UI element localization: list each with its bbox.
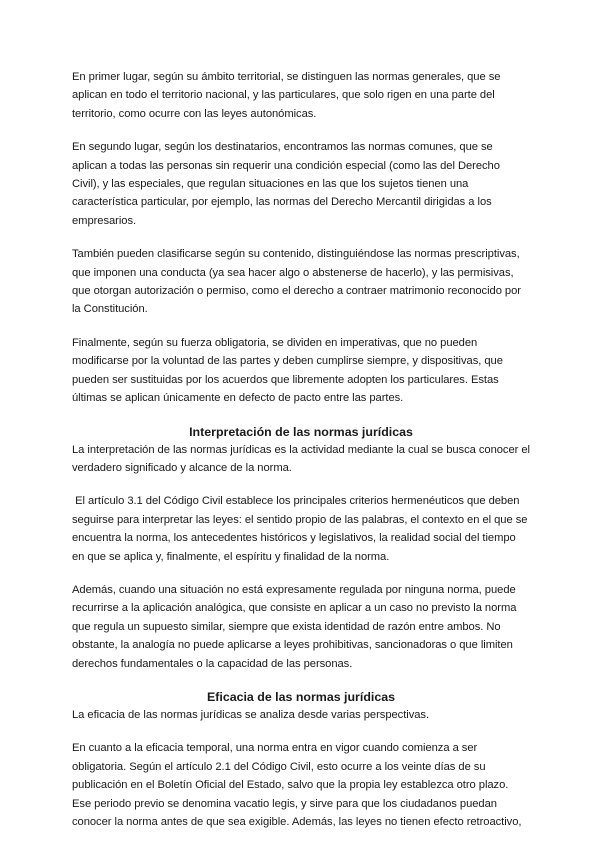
section-heading-interpretation: Interpretación de las normas jurídicas xyxy=(189,424,413,439)
paragraph-territorial-scope: En primer lugar, según su ámbito territorial, se distinguen las normas generales, que se aplican en todo el territorio nacional, y las particulares, que solo rigen en una parte del territorio, como ocurre con las leyes autonómicas. xyxy=(72,71,501,120)
paragraph-efficacy-intro: La eficacia de las normas jurídicas se analiza desde varias perspectivas. xyxy=(72,708,430,721)
document-page xyxy=(72,68,530,846)
paragraph-temporal-efficacy: En cuanto a la eficacia temporal, una norma entra en vigor cuando comienza a ser obligatoria. Según el artículo 2.1 del Código Civil, esto ocurre a los veinte días de su publicación en el Boletín Oficial del Estado, salvo que la propia ley establezca otro plazo. Ese periodo previo se denomina vacatio legis, y sirve para que los ciudadanos puedan conocer la norma antes de que sea exigible. Además, las leyes no tienen efecto retroactivo, xyxy=(72,742,522,828)
section-heading-efficacy: Eficacia de las normas jurídicas xyxy=(206,689,395,704)
paragraph-interpretation-criteria: El artículo 3.1 del Código Civil establece los principales criterios hermenéuticos que deben seguirse para interpretar las leyes: el sentido propio de las palabras, el contexto en el que se encuentra la norma, los antecedentes históricos y legislativos, la realidad social del tiempo en que se aplica y, finalmente, el espíritu y finalidad de la norma. xyxy=(72,495,528,563)
paragraph-analogy: Además, cuando una situación no está expresamente regulada por ninguna norma, puede recurrirse a la aplicación analógica, que consiste en aplicar a un caso no previsto la norma que regula un supuesto similar, siempre que exista identidad de razón entre ambos. No obstante, la analogía no puede aplicarse a leyes prohibitivas, sancionadoras o que limiten derechos fundamentales o la capacidad de las personas. xyxy=(72,583,517,670)
paragraph-recipients: En segundo lugar, según los destinatarios, encontramos las normas comunes, que se aplican a todas las personas sin requerir una condición especial (como las del Derecho Civil), y las especiales, que regulan situaciones en las que los sujetos tienen una característica particular, por ejemplo, las normas del Derecho Mercantil dirigidas a los empresarios. xyxy=(72,141,500,227)
paragraph-content: También pueden clasificarse según su contenido, distinguiéndose las normas prescriptivas, que imponen una conducta (ya sea hacer algo o abstenerse de hacerlo), y las permisivas, que otorgan autorización o permiso, como el derecho a contraer matrimonio reconocido por la Constitución. xyxy=(72,248,521,316)
paragraph-interpretation-definition: La interpretación de las normas jurídicas es la actividad mediante la cual se busca conocer el verdadero significado y alcance de la norma. xyxy=(72,443,530,474)
paragraph-binding-force: Finalmente, según su fuerza obligatoria, se dividen en imperativas, que no pueden modificarse por la voluntad de las partes y deben cumplirse siempre, y dispositivas, que pueden ser sustituidas por los acuerdos que libremente adopten los particulares. Estas últimas se aplican únicamente en defecto de pacto entre las partes. xyxy=(72,336,503,405)
